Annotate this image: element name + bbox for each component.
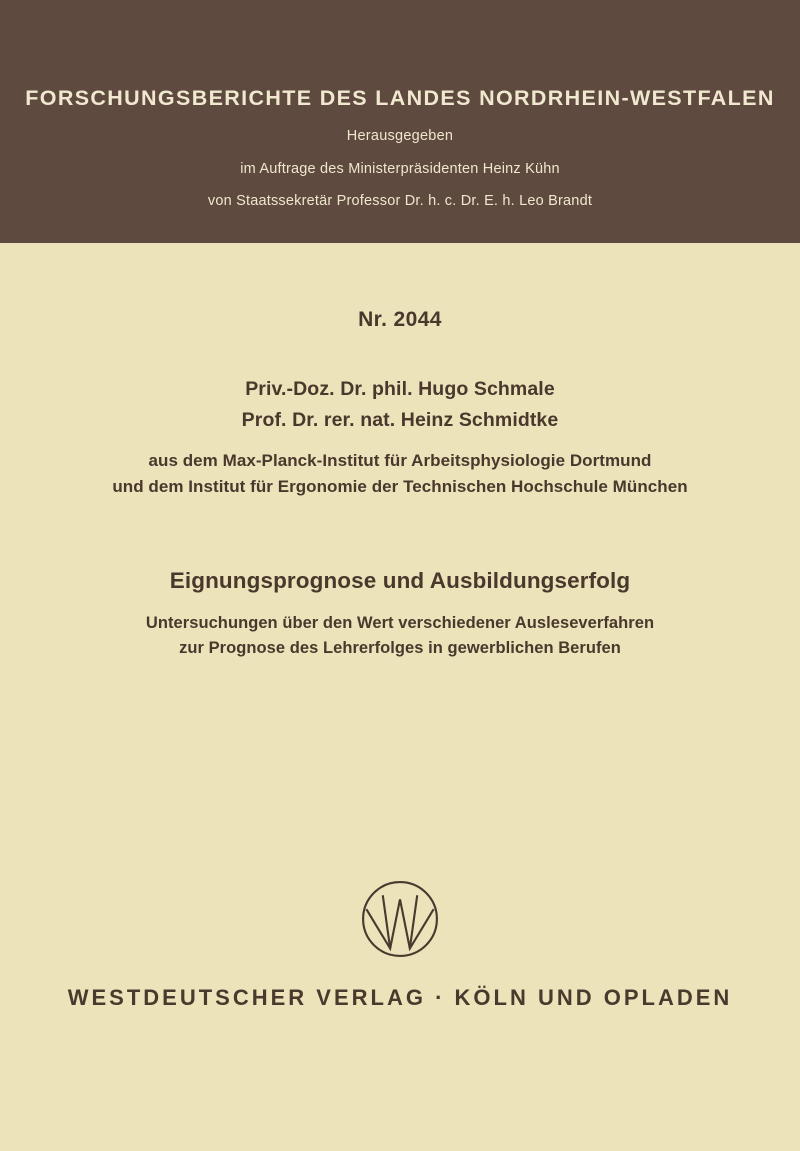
publisher-line: WESTDEUTSCHER VERLAG · KÖLN UND OPLADEN bbox=[67, 985, 733, 1010]
report-number: Nr. 2044 bbox=[358, 308, 442, 331]
header-band bbox=[0, 0, 800, 243]
author-name-1: Priv.-Doz. Dr. phil. Hugo Schmale bbox=[245, 378, 555, 400]
affiliation-line-1: aus dem Max-Planck-Institut für Arbeitsphysiologie Dortmund bbox=[148, 451, 652, 470]
publisher-logo bbox=[0, 878, 800, 960]
edited-label: Herausgegeben bbox=[346, 128, 454, 144]
book-subtitle-line-2: zur Prognose des Lehrerfolges in gewerblichen Berufen bbox=[179, 639, 621, 657]
book-title: Eignungsprognose und Ausbildungserfolg bbox=[169, 568, 631, 593]
westdeutscher-verlag-w-monogram-icon bbox=[359, 878, 441, 960]
editor-line: von Staatssekretär Professor Dr. h. c. Dr. E. h. Leo Brandt bbox=[207, 193, 593, 209]
affiliation-line-2: und dem Institut für Ergonomie der Technischen Hochschule München bbox=[112, 477, 688, 496]
series-title: FORSCHUNGSBERICHTE DES LANDES NORDRHEIN-WESTFALEN bbox=[25, 86, 775, 110]
commission-line: im Auftrage des Ministerpräsidenten Heinz Kühn bbox=[240, 161, 560, 177]
book-subtitle-line-1: Untersuchungen über den Wert verschiedener Ausleseverfahren bbox=[145, 614, 655, 632]
author-name-2: Prof. Dr. rer. nat. Heinz Schmidtke bbox=[241, 409, 559, 431]
